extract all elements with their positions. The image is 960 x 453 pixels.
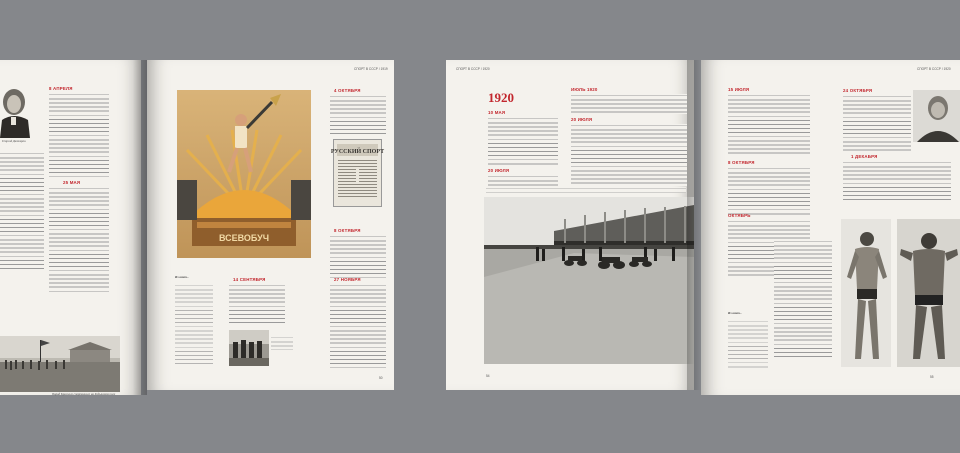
text-column bbox=[488, 117, 558, 167]
page-number: 55 bbox=[930, 375, 934, 379]
text-column bbox=[488, 175, 558, 187]
date-heading: 27 НОЯБРЯ bbox=[334, 277, 361, 282]
text-column bbox=[728, 167, 810, 215]
text-column bbox=[330, 284, 386, 370]
left-spread-page-right bbox=[147, 60, 394, 390]
date-heading: 4 ОКТЯБРЯ bbox=[334, 88, 361, 93]
page-number: 54 bbox=[486, 374, 490, 378]
text-column bbox=[330, 235, 386, 281]
date-heading: ОКТЯБРЬ bbox=[728, 213, 751, 218]
text-column bbox=[229, 284, 285, 324]
date-heading: 14 СЕНТЯБРЯ bbox=[233, 277, 266, 282]
text-column bbox=[728, 94, 810, 154]
date-heading: 8 ОКТЯБРЯ bbox=[728, 160, 755, 165]
text-column bbox=[571, 94, 687, 114]
text-column bbox=[774, 240, 832, 360]
page-number: 50 bbox=[379, 376, 383, 380]
magazine-title: РУССКИЙ СПОРТ bbox=[330, 149, 385, 155]
text-column bbox=[0, 152, 44, 272]
right-spread-page-left bbox=[446, 60, 694, 390]
date-heading: 25 МАЯ bbox=[63, 180, 81, 185]
athlete-photo bbox=[841, 219, 891, 367]
photo-caption bbox=[486, 187, 686, 193]
running-header: СПОРТ В СССР / 1920 bbox=[917, 67, 951, 71]
sidebar-title: Из газет... bbox=[728, 311, 742, 315]
date-heading: 8 ОКТЯБРЯ bbox=[334, 228, 361, 233]
text-column bbox=[330, 95, 386, 135]
portrait-photo bbox=[0, 86, 38, 138]
sidebar-text bbox=[175, 284, 213, 364]
portrait-photo bbox=[913, 90, 960, 142]
text-column bbox=[843, 161, 951, 203]
right-spread-page-right bbox=[701, 60, 960, 395]
date-heading: 24 ОКТЯБРЯ bbox=[843, 88, 873, 93]
date-heading: 8 АПРЕЛЯ bbox=[49, 86, 73, 91]
left-spread-page-left bbox=[0, 60, 141, 395]
athlete-photo bbox=[897, 219, 960, 367]
small-photo bbox=[229, 330, 269, 366]
date-heading: 15 ИЮЛЯ bbox=[728, 87, 750, 92]
text-column bbox=[843, 95, 911, 153]
poster-illustration bbox=[177, 90, 311, 258]
portrait-caption: Георгий Дюпперон bbox=[2, 139, 26, 143]
running-header: СПОРТ В СССР / 1919 bbox=[354, 67, 388, 71]
running-header: СПОРТ В СССР / 1920 bbox=[456, 67, 490, 71]
poster-title: ВСЕВОБУЧ bbox=[218, 233, 270, 243]
date-heading: ИЮЛЬ 1920 bbox=[571, 87, 598, 92]
parade-caption: Парад Красного спортивного на Ходынском поле bbox=[52, 392, 116, 396]
sidebar-text bbox=[728, 320, 768, 370]
date-heading: 1 ДЕКАБРЯ bbox=[851, 154, 878, 159]
photo-caption bbox=[271, 336, 293, 350]
date-heading: 10 МАЯ bbox=[488, 110, 506, 115]
magazine-cover bbox=[330, 139, 385, 207]
left-spread-gutter bbox=[133, 60, 147, 395]
date-heading: 20 ИЮЛЯ bbox=[571, 117, 593, 122]
sidebar-title: Из газет... bbox=[175, 275, 189, 279]
text-column bbox=[571, 124, 687, 186]
text-column bbox=[49, 93, 109, 178]
parade-photo bbox=[0, 336, 120, 392]
text-column bbox=[49, 187, 109, 292]
race-track-photo bbox=[484, 197, 694, 364]
right-spread-gutter bbox=[687, 60, 701, 390]
date-heading: 20 ИЮЛЯ bbox=[488, 168, 510, 173]
year-heading: 1920 bbox=[488, 90, 514, 105]
